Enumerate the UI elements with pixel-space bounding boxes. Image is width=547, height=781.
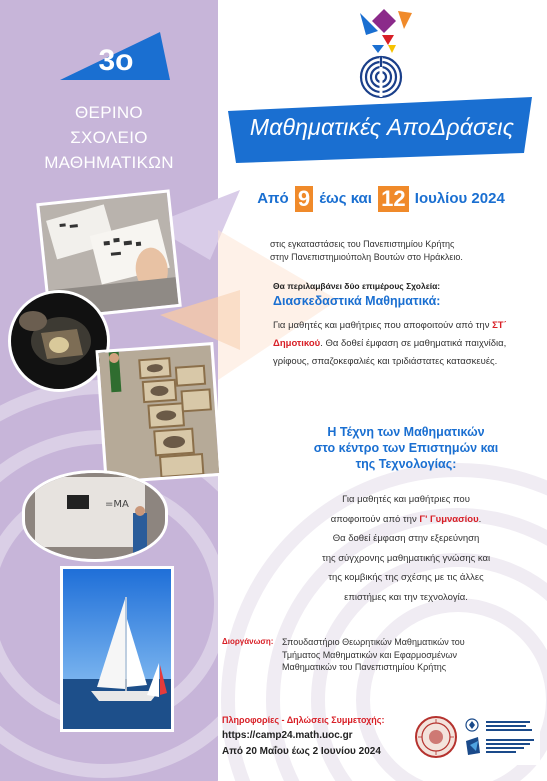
labyrinth-logo-icon bbox=[340, 5, 422, 101]
grade-highlight: Γ' Γυμνασίου bbox=[419, 513, 479, 525]
registration-dates: Από 20 Μαΐου έως 2 Ιουνίου 2024 bbox=[222, 746, 381, 757]
grade-highlight: ΣΤ΄ Δημοτικού bbox=[273, 320, 507, 349]
photo-light-activity bbox=[8, 290, 110, 392]
school2-heading: Η Τέχνη των Μαθηματικών στο κέντρο των Επιστημών και της Τεχνολογίας: bbox=[313, 425, 499, 471]
start-day-box: 9 bbox=[295, 186, 313, 212]
organizer-text: Σπουδαστήριο Θεωρητικών Μαθηματικών του Τμήματος Μαθηματικών και Εφαρμοσμένων Μαθηματικών του Πανεπιστημίου Κρήτης bbox=[282, 637, 465, 672]
schools-intro: Θα περιλαμβάνει δύο επιμέρους Σχολεία: bbox=[273, 281, 441, 291]
school1-heading: Διασκεδαστικά Μαθηματικά: bbox=[273, 294, 441, 308]
photo-exhibition bbox=[95, 342, 222, 484]
sponsor-logos-icon bbox=[464, 715, 540, 765]
school2-description: Για μαθητές και μαθήτριες που αποφοιτούν από την Γ' Γυμνασίου. Θα δοθεί έμφαση στην εξερεύνηση της σύγχρονης μαθηματικής γνώσης και της κομβικής της σχέσης με τις άλλες επιστήμες και την τεχνολογία. bbox=[321, 494, 491, 603]
registration-link[interactable]: https://camp24.math.uoc.gr bbox=[222, 730, 353, 741]
event-dates: Από 9 έως και 12 Ιουλίου 2024 bbox=[257, 186, 505, 211]
end-day-box: 12 bbox=[378, 186, 408, 212]
edition-number: 3ο bbox=[98, 44, 134, 77]
photo-presentation bbox=[22, 470, 168, 562]
info-label: Πληροφορίες - Δηλώσεις Συμμετοχής: bbox=[222, 715, 385, 725]
location-text: στις εγκαταστάσεις του Πανεπιστημίου Κρήτης στην Πανεπιστημιούπολη Βουτών στο Ηράκλειο. bbox=[270, 239, 463, 262]
photo-sailing bbox=[60, 566, 174, 732]
school1-description: Για μαθητές και μαθήτριες που αποφοιτούν από την ΣΤ΄ Δημοτικού. Θα δοθεί έμφαση σε μαθηματικά παιχνίδια, γρίφους, σπαζοκεφαλιές και τριδιάστατες κατασκευές. bbox=[273, 320, 507, 367]
school-title: ΘΕΡΙΝΟ ΣΧΟΛΕΙΟ ΜΑΘΗΜΑΤΙΚΩΝ bbox=[44, 103, 174, 172]
organizer-label: Διοργάνωση: bbox=[222, 637, 274, 646]
university-seal-icon bbox=[415, 716, 457, 758]
svg-text:=MA: =MA bbox=[105, 499, 129, 510]
banner-title: Μαθηματικές ΑποΔράσεις bbox=[249, 114, 515, 140]
